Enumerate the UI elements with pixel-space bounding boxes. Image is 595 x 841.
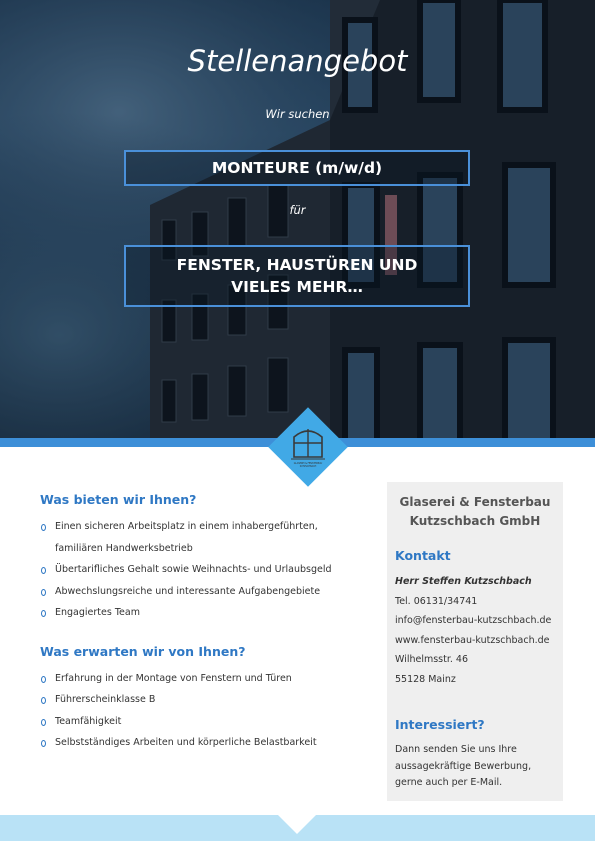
contact-website-link[interactable]: www.fensterbau-kutzschbach.de [395, 634, 550, 646]
contact-street: Wilhelmsstr. 46 [395, 654, 469, 665]
list-item: Einen sicheren Arbeitsplatz in einem inhabergeführten, [40, 516, 370, 538]
window-logo-icon [281, 419, 335, 475]
contact-name: Herr Steffen Kutzschbach [395, 576, 532, 587]
footer-notch [278, 815, 316, 834]
expect-list [40, 668, 370, 754]
main-content [40, 492, 370, 754]
offer-list [40, 516, 370, 624]
hero-connector: für [289, 203, 306, 217]
diamond-bullet-icon [41, 589, 46, 596]
diamond-bullet-icon [41, 719, 46, 726]
diamond-bullet-icon [41, 610, 46, 617]
list-item: Erfahrung in der Montage von Fenstern und Türen [40, 668, 370, 690]
position-box: MONTEURE (m/w/d) [124, 150, 470, 186]
interest-heading: Interessiert? [395, 717, 485, 732]
diamond-bullet-icon [41, 740, 46, 747]
list-item: Engagiertes Team [40, 602, 370, 624]
svg-text:KUTZSCHBACH: KUTZSCHBACH [299, 465, 317, 468]
company-name: Glaserei & Fensterbau Kutzschbach GmbH [399, 495, 551, 528]
diamond-bullet-icon [41, 524, 46, 531]
contact-details [395, 572, 555, 689]
contact-email-link[interactable]: info@fensterbau-kutzschbach.de [395, 615, 552, 626]
contact-sidebar [387, 482, 563, 801]
page-title: Stellenangebot [187, 44, 408, 78]
list-item: Abwechslungsreiche und interessante Aufgabengebiete [40, 581, 370, 603]
svg-text:GLASEREI & FENSTERBAU: GLASEREI & FENSTERBAU [293, 462, 323, 465]
diamond-bullet-icon [41, 697, 46, 704]
offer-heading: Was bieten wir Ihnen? [40, 492, 197, 507]
interest-text: Dann senden Sie uns Ihre aussagekräftige Bewerbung, gerne auch per E-Mail. [395, 744, 532, 788]
contact-phone: Tel. 06131/34741 [395, 595, 478, 607]
expect-heading: Was erwarten wir von Ihnen? [40, 643, 246, 659]
list-item-continuation: familiären Handwerksbetrieb [55, 542, 193, 554]
list-item: Teamfähigkeit [40, 711, 370, 733]
diamond-bullet-icon [41, 567, 46, 574]
list-item: Führerscheinklasse B [40, 689, 370, 711]
contact-heading: Kontakt [395, 548, 451, 563]
hero-subtitle: Wir suchen [265, 107, 330, 121]
list-item: Selbstständiges Arbeiten und körperliche Belastbarkeit [40, 732, 370, 754]
scope-box: FENSTER, HAUSTÜREN UND VIELES MEHR… [124, 245, 470, 307]
diamond-bullet-icon [41, 676, 46, 683]
list-item: Übertarifliches Gehalt sowie Weihnachts- und Urlaubsgeld [40, 559, 370, 581]
contact-city: 55128 Mainz [395, 673, 456, 685]
